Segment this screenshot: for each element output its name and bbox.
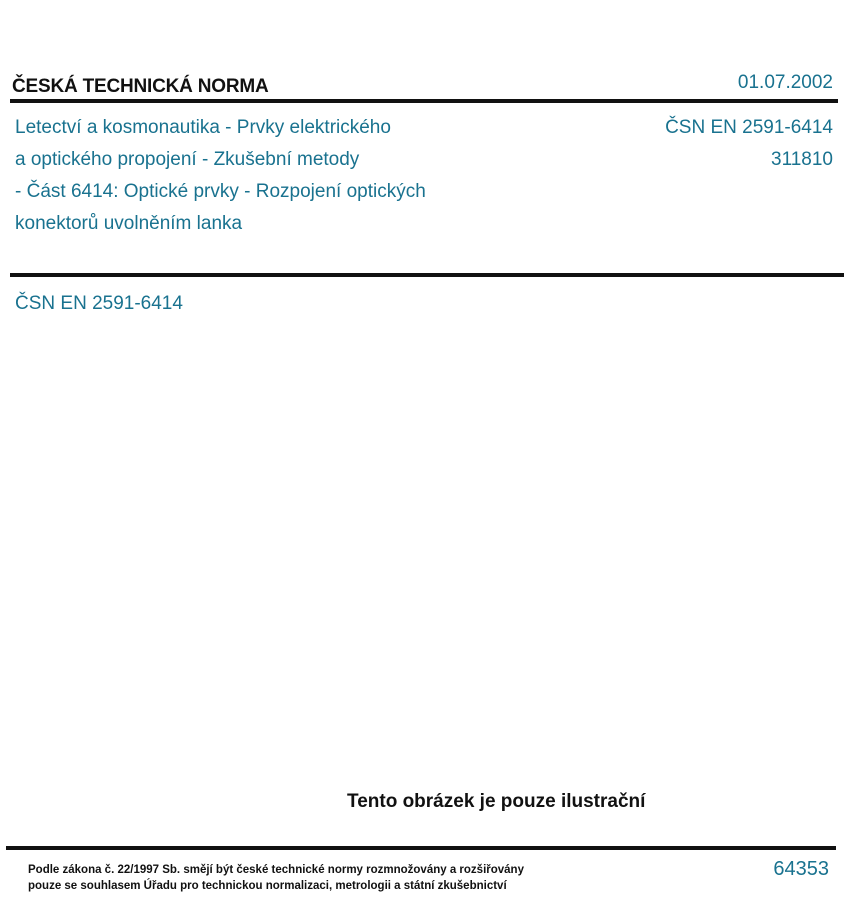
standard-code: ČSN EN 2591-6414 [665,117,833,138]
catalog-number: 64353 [773,858,829,880]
standard-identifiers [665,112,833,176]
document-title [15,112,535,240]
issue-date: 01.07.2002 [737,72,833,93]
class-number: 311810 [771,149,833,170]
document-title-line: - Část 6414: Optické prvky - Rozpojení optických [15,181,426,202]
standard-reference: ČSN EN 2591-6414 [15,293,183,314]
document-title-line: a optického propojení - Zkušební metody [15,149,360,170]
legal-notice-line: Podle zákona č. 22/1997 Sb. smějí být české technické normy rozmnožovány a rozšiřovány [28,864,524,876]
title-divider [10,273,844,277]
document-title-line: Letectví a kosmonautika - Prvky elektrického [15,117,391,138]
legal-notice [28,862,524,894]
document-title-line: konektorů uvolněním lanka [15,213,243,234]
footer-divider [6,846,836,850]
header-divider [10,99,838,103]
legal-notice-line: pouze se souhlasem Úřadu pro technickou normalizaci, metrologii a státní zkušebnictví [28,880,507,892]
standard-header-title: ČESKÁ TECHNICKÁ NORMA [12,76,269,97]
illustration-notice: Tento obrázek je pouze ilustrační [347,791,646,812]
